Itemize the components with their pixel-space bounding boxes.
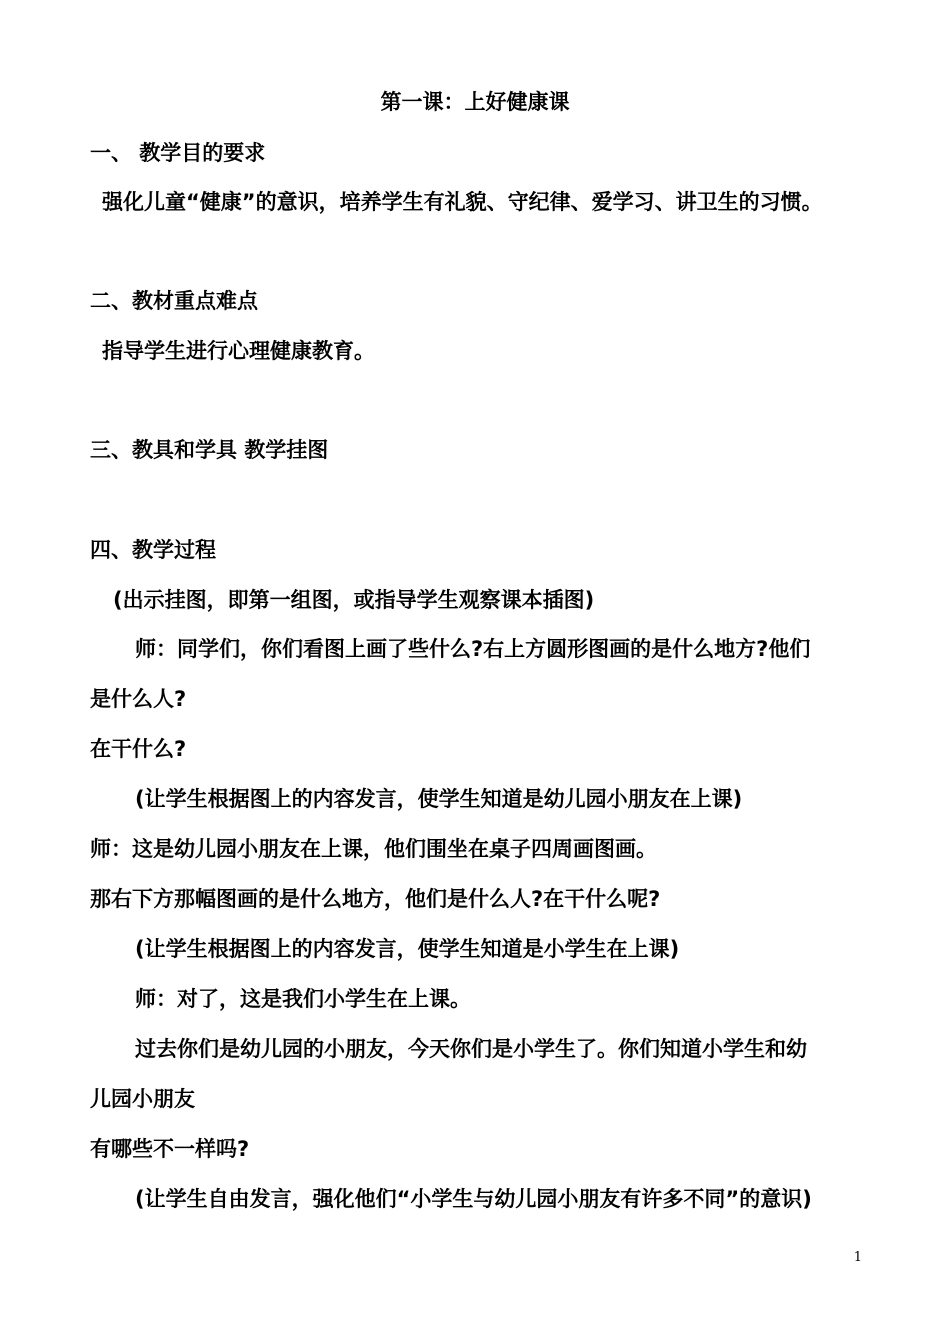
paragraph-line: 师：对了，这是我们小学生在上课。 <box>135 987 471 1011</box>
page-number: 1 <box>853 1250 862 1265</box>
paragraph-line: 师：这是幼儿园小朋友在上课，他们围坐在桌子四周画图画。 <box>90 837 657 861</box>
paragraph-key-points: 指导学生进行心理健康教育。 <box>102 339 375 363</box>
paragraph-line: 儿园小朋友 <box>90 1087 195 1111</box>
paragraph-line: 在干什么? <box>90 737 187 761</box>
section-heading-4: 四、教学过程 <box>90 538 216 562</box>
paragraph-line: 师：同学们，你们看图上画了些什么?右上方圆形图画的是什么地方?他们 <box>135 637 811 661</box>
paragraph-line: 那右下方那幅图画的是什么地方，他们是什么人?在干什么呢? <box>90 887 661 911</box>
section-heading-2: 二、教材重点难点 <box>90 289 258 313</box>
paragraph-line: (出示挂图，即第一组图，或指导学生观察课本插图) <box>113 588 595 612</box>
lesson-title: 第一课：上好健康课 <box>380 90 570 114</box>
paragraph-line: 有哪些不一样吗? <box>90 1137 250 1161</box>
section-heading-1: 一、 教学目的要求 <box>90 141 266 165</box>
paragraph-line: (让学生根据图上的内容发言，使学生知道是小学生在上课) <box>135 937 680 961</box>
paragraph-line: (让学生根据图上的内容发言，使学生知道是幼儿园小朋友在上课) <box>135 787 743 811</box>
paragraph-objective: 强化儿童“健康”的意识，培养学生有礼貌、守纪律、爱学习、讲卫生的习惯。 <box>102 190 823 214</box>
paragraph-line: 是什么人? <box>90 687 187 711</box>
section-heading-3: 三、教具和学具 教学挂图 <box>90 438 329 462</box>
paragraph-line: (让学生自由发言，强化他们“小学生与幼儿园小朋友有许多不同”的意识) <box>135 1187 812 1211</box>
paragraph-line: 过去你们是幼儿园的小朋友，今天你们是小学生了。你们知道小学生和幼 <box>135 1037 807 1061</box>
